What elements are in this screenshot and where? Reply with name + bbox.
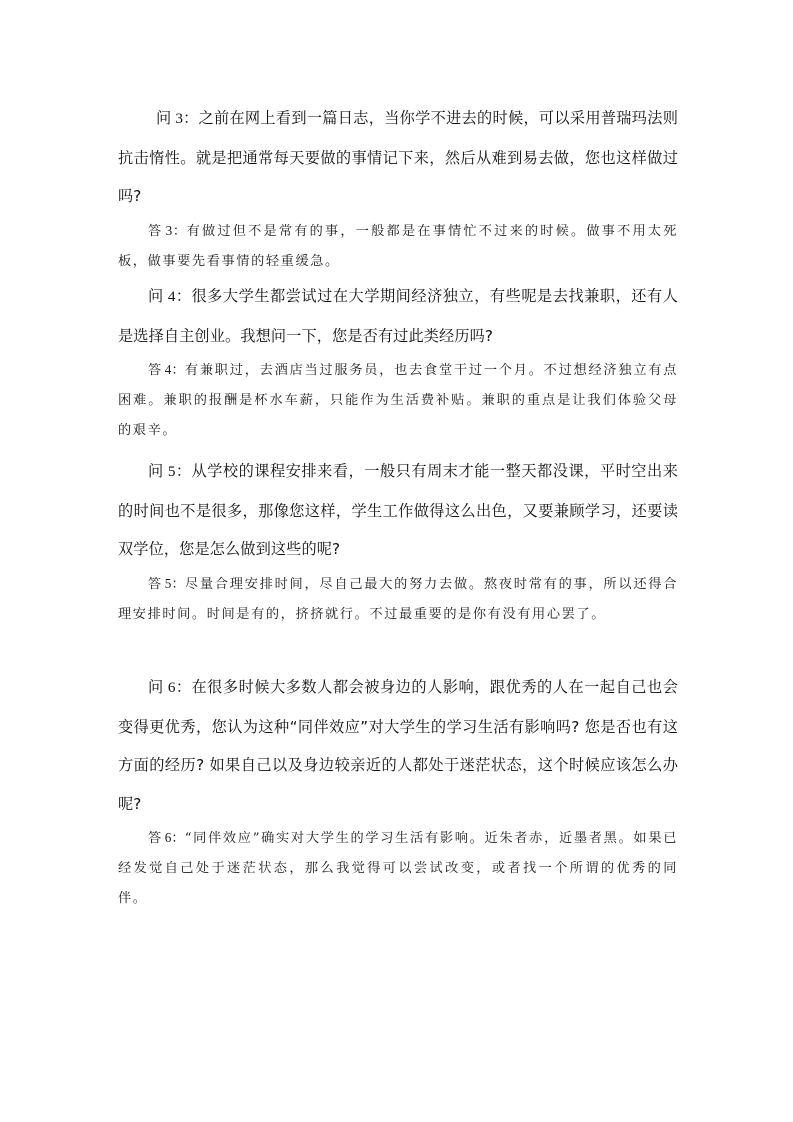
answer-4 bbox=[118, 355, 678, 446]
answer-label: 答 4： bbox=[148, 362, 185, 377]
question-3 bbox=[118, 99, 678, 216]
answer-6 bbox=[118, 823, 678, 914]
answer-text: 尽量合理安排时间，尽自己最大的努力去做。熬夜时常有的事，所以还得合理安排时间。时间是有的，挤挤就行。不过最重要的是你有没有用心罢了。 bbox=[118, 576, 679, 622]
question-label: 问 5： bbox=[148, 463, 192, 480]
qa-block-6 bbox=[118, 668, 678, 914]
answer-label: 答 6： bbox=[148, 830, 185, 845]
question-label: 问 6： bbox=[148, 679, 192, 696]
answer-label: 答 3： bbox=[148, 222, 187, 238]
question-text: 很多大学生都尝试过在大学期间经济独立，有些呢是去找兼职，还有人是选择自主创业。我想问一下，您是否有过此类经历吗? bbox=[118, 287, 678, 345]
question-label: 问 3： bbox=[156, 110, 199, 127]
question-text: 从学校的课程安排来看，一般只有周末才能一整天都没课，平时空出来的时间也不是很多，那像您这样，学生工作做得这么出色，又要兼顾学习，还要读双学位，您是怎么做到这些的呢? bbox=[118, 462, 678, 558]
question-5 bbox=[118, 452, 678, 569]
answer-text: 有做过但不是常有的事，一般都是在事情忙不过来的时候。做事不用太死板，做事要先看事情的轻重缓急。 bbox=[118, 223, 679, 269]
question-label: 问 4： bbox=[148, 288, 192, 305]
question-text: 之前在网上看到一篇日志，当你学不进去的时候，可以采用普瑞玛法则抗击惰性。就是把通常每天要做的事情记下来，然后从难到易去做，您也这样做过吗? bbox=[118, 109, 678, 205]
answer-5 bbox=[118, 569, 678, 630]
answer-text: 有兼职过，去酒店当过服务员，也去食堂干过一个月。不过想经济独立有点困难。兼职的报酬是杯水车薪，只能作为生活费补贴。兼职的重点是让我们体验父母的艰辛。 bbox=[118, 363, 679, 438]
qa-block-3 bbox=[118, 99, 678, 277]
question-text: 在很多时候大多数人都会被身边的人影响，跟优秀的人在一起自己也会变得更优秀，您认为这种“同伴效应”对大学生的学习生活有影响吗? 您是否也有这方面的经历? 如果自己以及身边较亲近的人都处于迷茫状态，这个时候应该怎么办呢? bbox=[118, 678, 678, 813]
qa-block-4 bbox=[118, 277, 678, 446]
answer-label: 答 5： bbox=[148, 575, 185, 591]
question-6 bbox=[118, 668, 678, 823]
qa-block-5 bbox=[118, 452, 678, 630]
question-4 bbox=[118, 277, 678, 355]
answer-text: “同伴效应”确实对大学生的学习生活有影响。近朱者赤，近墨者黑。如果已经发觉自己处于迷茫状态，那么我觉得可以尝试改变，或者找一个所谓的优秀的同伴。 bbox=[118, 831, 678, 906]
answer-3 bbox=[118, 216, 678, 277]
